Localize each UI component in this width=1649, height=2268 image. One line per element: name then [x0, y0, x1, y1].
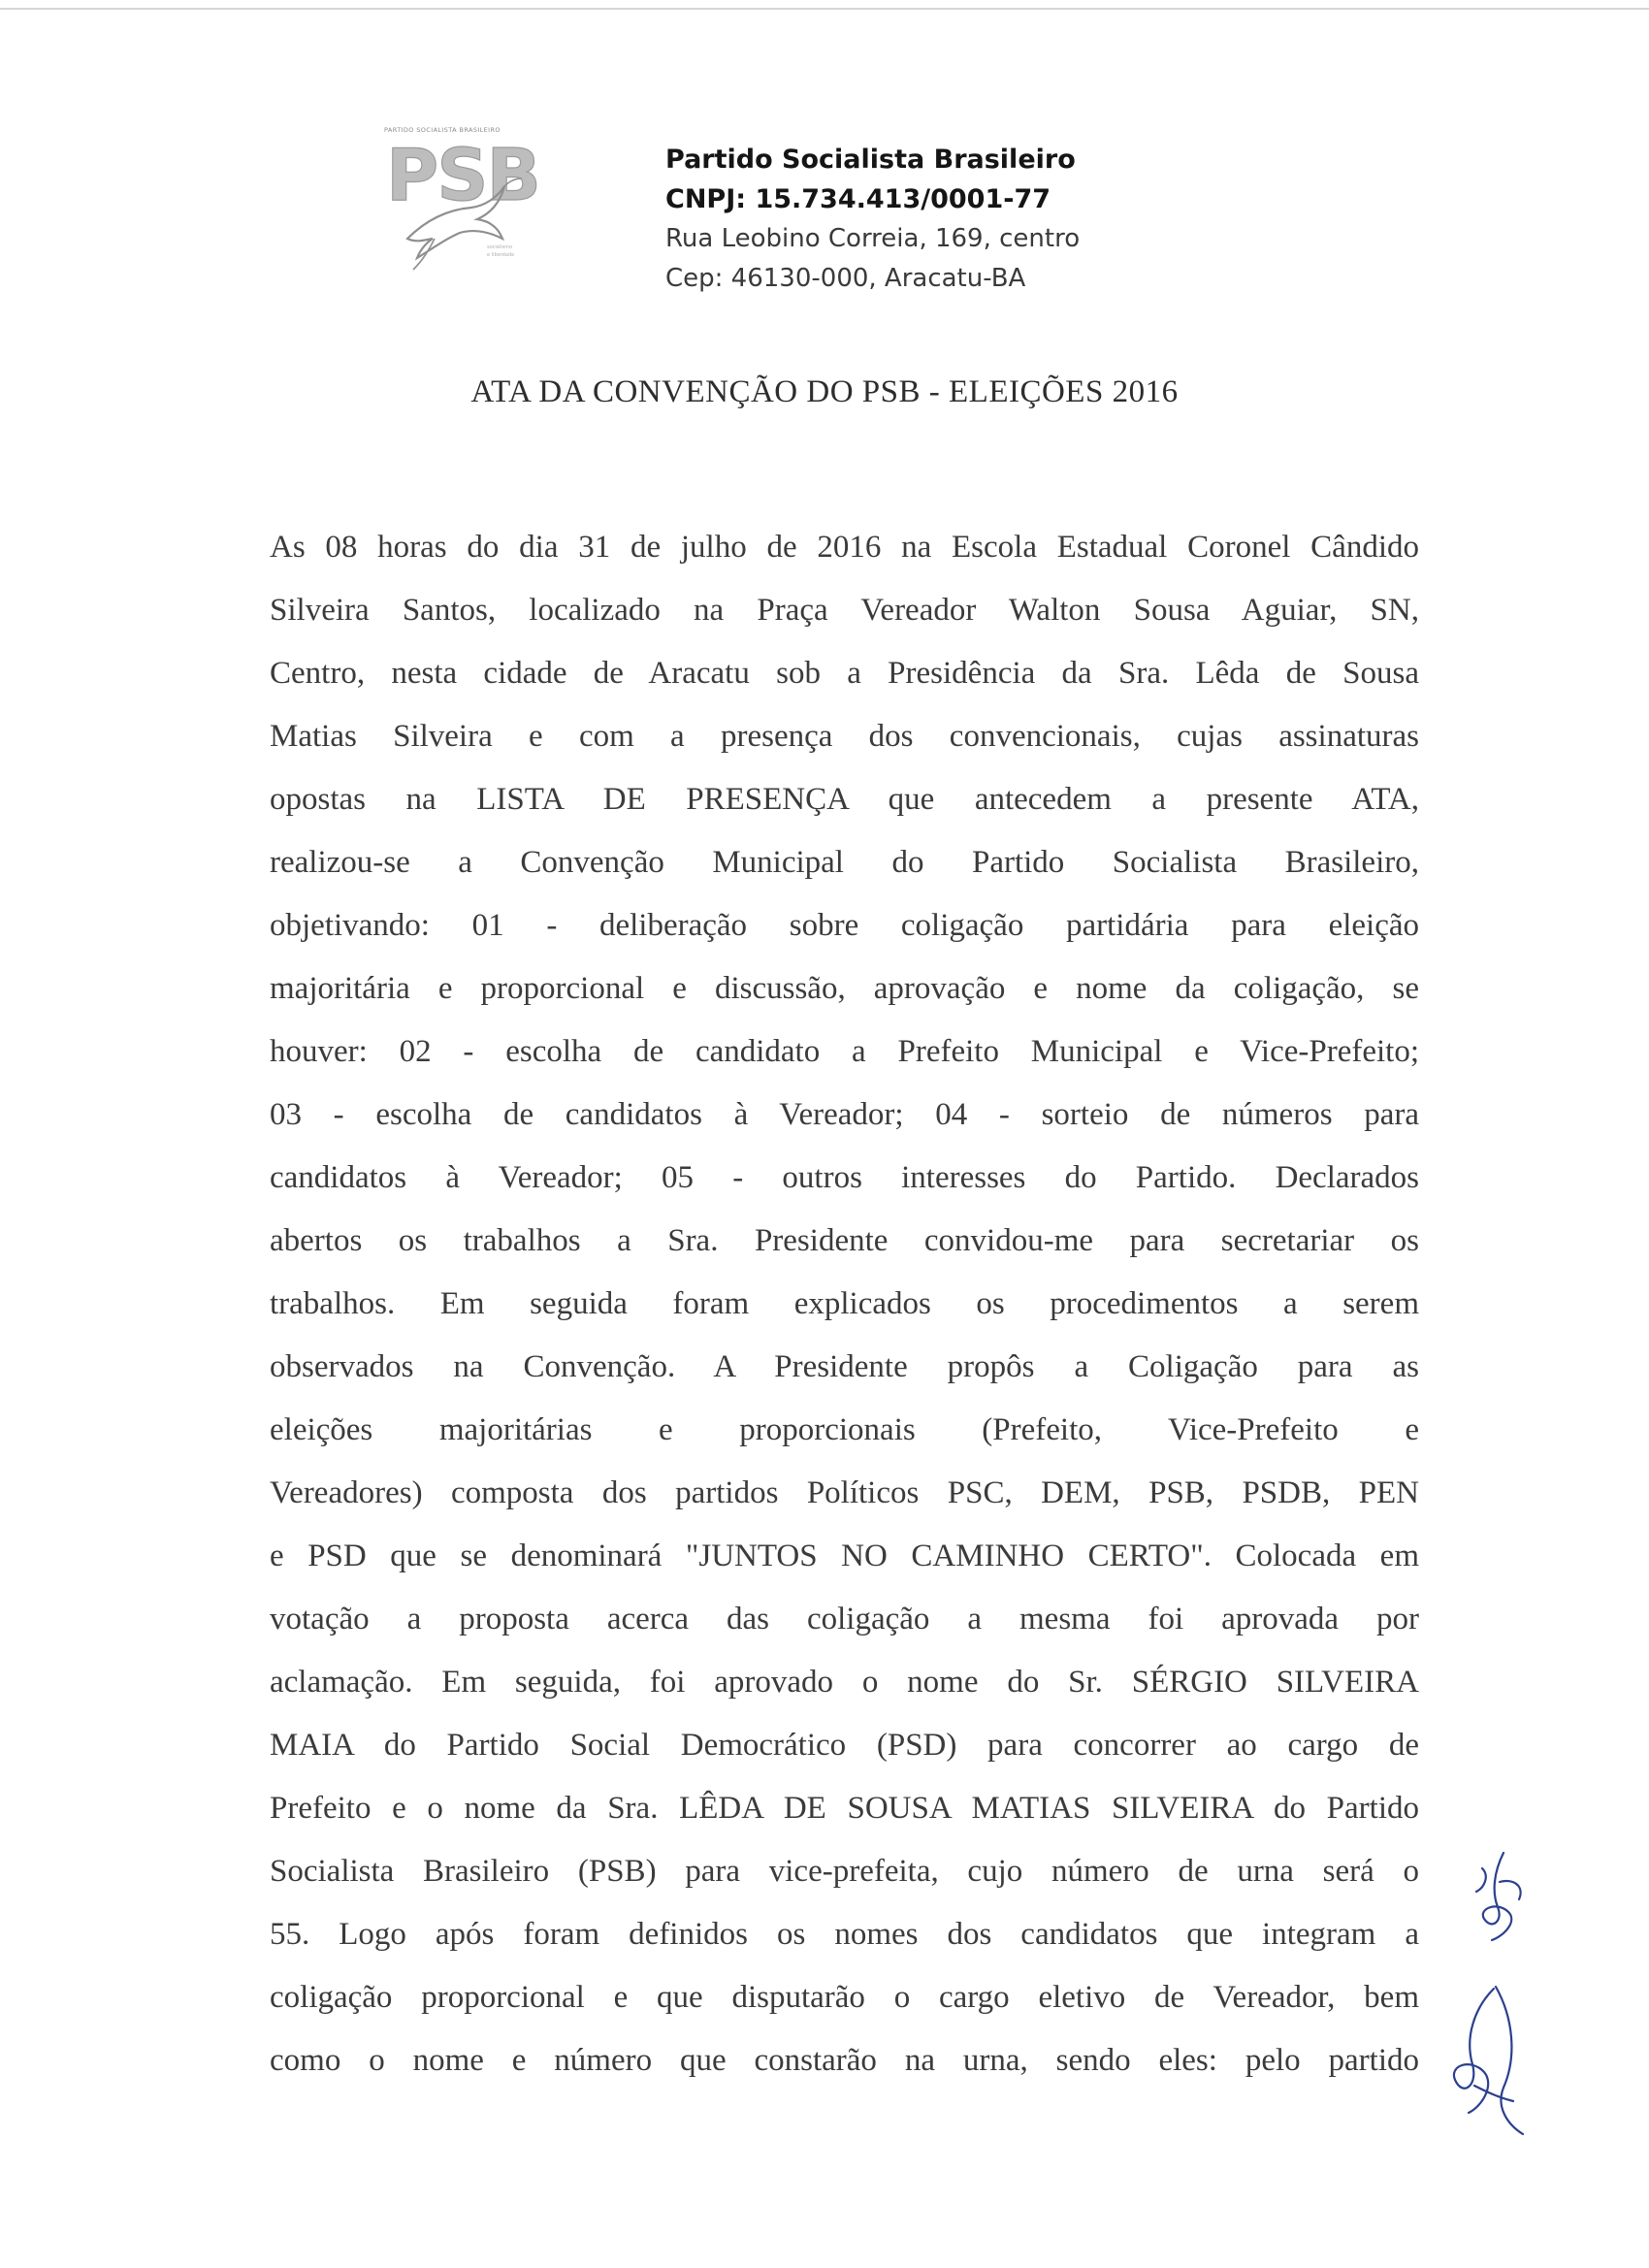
body-line: aclamação. Em seguida, foi aprovado o nome do Sr. SÉRGIO SILVEIRA: [270, 1665, 1419, 1700]
body-line: 55. Logo após foram definidos os nomes dos candidatos que integram a: [270, 1917, 1419, 1952]
body-line: realizou-se a Convenção Municipal do Partido Socialista Brasileiro,: [270, 845, 1419, 880]
body-line: trabalhos. Em seguida foram explicados os procedimentos a serem: [270, 1286, 1419, 1321]
body-line: Matias Silveira e com a presença dos convencionais, cujas assinaturas: [270, 719, 1419, 754]
svg-text:PARTIDO SOCIALISTA BRASILEIRO: PARTIDO SOCIALISTA BRASILEIRO: [384, 126, 501, 134]
psb-logo-icon: [378, 124, 543, 279]
body-line: como o nome e número que constarão na urna, sendo eles: pelo partido: [270, 2043, 1419, 2078]
initials-signature-bottom: [1454, 1987, 1523, 2134]
body-line: candidatos à Vereador; 05 - outros interesses do Partido. Declarados: [270, 1160, 1419, 1195]
org-info: [665, 140, 1080, 299]
body-line: majoritária e proporcional e discussão, aprovação e nome da coligação, se: [270, 971, 1419, 1006]
svg-text:PSB: PSB: [386, 134, 539, 217]
body-line: Prefeito e o nome da Sra. LÊDA DE SOUSA MATIAS SILVEIRA do Partido: [270, 1791, 1419, 1826]
body-line: observados na Convenção. A Presidente propôs a Coligação para as: [270, 1349, 1419, 1384]
body-line: abertos os trabalhos a Sra. Presidente convidou-me para secretariar os: [270, 1223, 1419, 1258]
body-line: opostas na LISTA DE PRESENÇA que antecedem a presente ATA,: [270, 782, 1419, 817]
body-line: MAIA do Partido Social Democrático (PSD) para concorrer ao cargo de: [270, 1728, 1419, 1763]
minutes-body: [270, 516, 1419, 2092]
body-line: coligação proporcional e que disputarão o cargo eletivo de Vereador, bem: [270, 1980, 1419, 2015]
scan-edge: [0, 8, 1649, 10]
body-line: Vereadores) composta dos partidos Políticos PSC, DEM, PSB, PSDB, PEN: [270, 1475, 1419, 1510]
document-title: ATA DA CONVENÇÃO DO PSB - ELEIÇÕES 2016: [470, 374, 1179, 409]
svg-text:e liberdade: e liberdade: [487, 252, 515, 258]
body-line: e PSD que se denominará "JUNTOS NO CAMINHO CERTO". Colocada em: [270, 1539, 1419, 1573]
body-line: 03 - escolha de candidatos à Vereador; 04 - sorteio de números para: [270, 1097, 1419, 1132]
body-line: votação a proposta acerca das coligação a mesma foi aprovada por: [270, 1602, 1419, 1636]
svg-text:socialismo: socialismo: [487, 244, 513, 250]
body-line: Silveira Santos, localizado na Praça Vereador Walton Sousa Aguiar, SN,: [270, 593, 1419, 628]
body-line: Centro, nesta cidade de Aracatu sob a Presidência da Sra. Lêda de Sousa: [270, 656, 1419, 691]
org-name: Partido Socialista Brasileiro: [665, 145, 1076, 175]
org-cnpj: CNPJ: 15.734.413/0001-77: [665, 184, 1051, 214]
initials-signature-top: [1476, 1853, 1521, 1940]
body-line: objetivando: 01 - deliberação sobre coligação partidária para eleição: [270, 908, 1419, 943]
letterhead: [378, 124, 1251, 299]
org-cep: Cep: 46130-000, Aracatu-BA: [665, 264, 1026, 293]
org-address: Rua Leobino Correia, 169, centro: [665, 224, 1081, 253]
body-line: eleições majoritárias e proporcionais (Prefeito, Vice-Prefeito e: [270, 1412, 1419, 1447]
body-line: houver: 02 - escolha de candidato a Prefeito Municipal e Vice-Prefeito;: [270, 1034, 1419, 1069]
body-line: Socialista Brasileiro (PSB) para vice-prefeita, cujo número de urna será o: [270, 1854, 1419, 1889]
margin-signatures: [1436, 1843, 1571, 2154]
body-line: As 08 horas do dia 31 de julho de 2016 na Escola Estadual Coronel Cândido: [270, 530, 1419, 565]
